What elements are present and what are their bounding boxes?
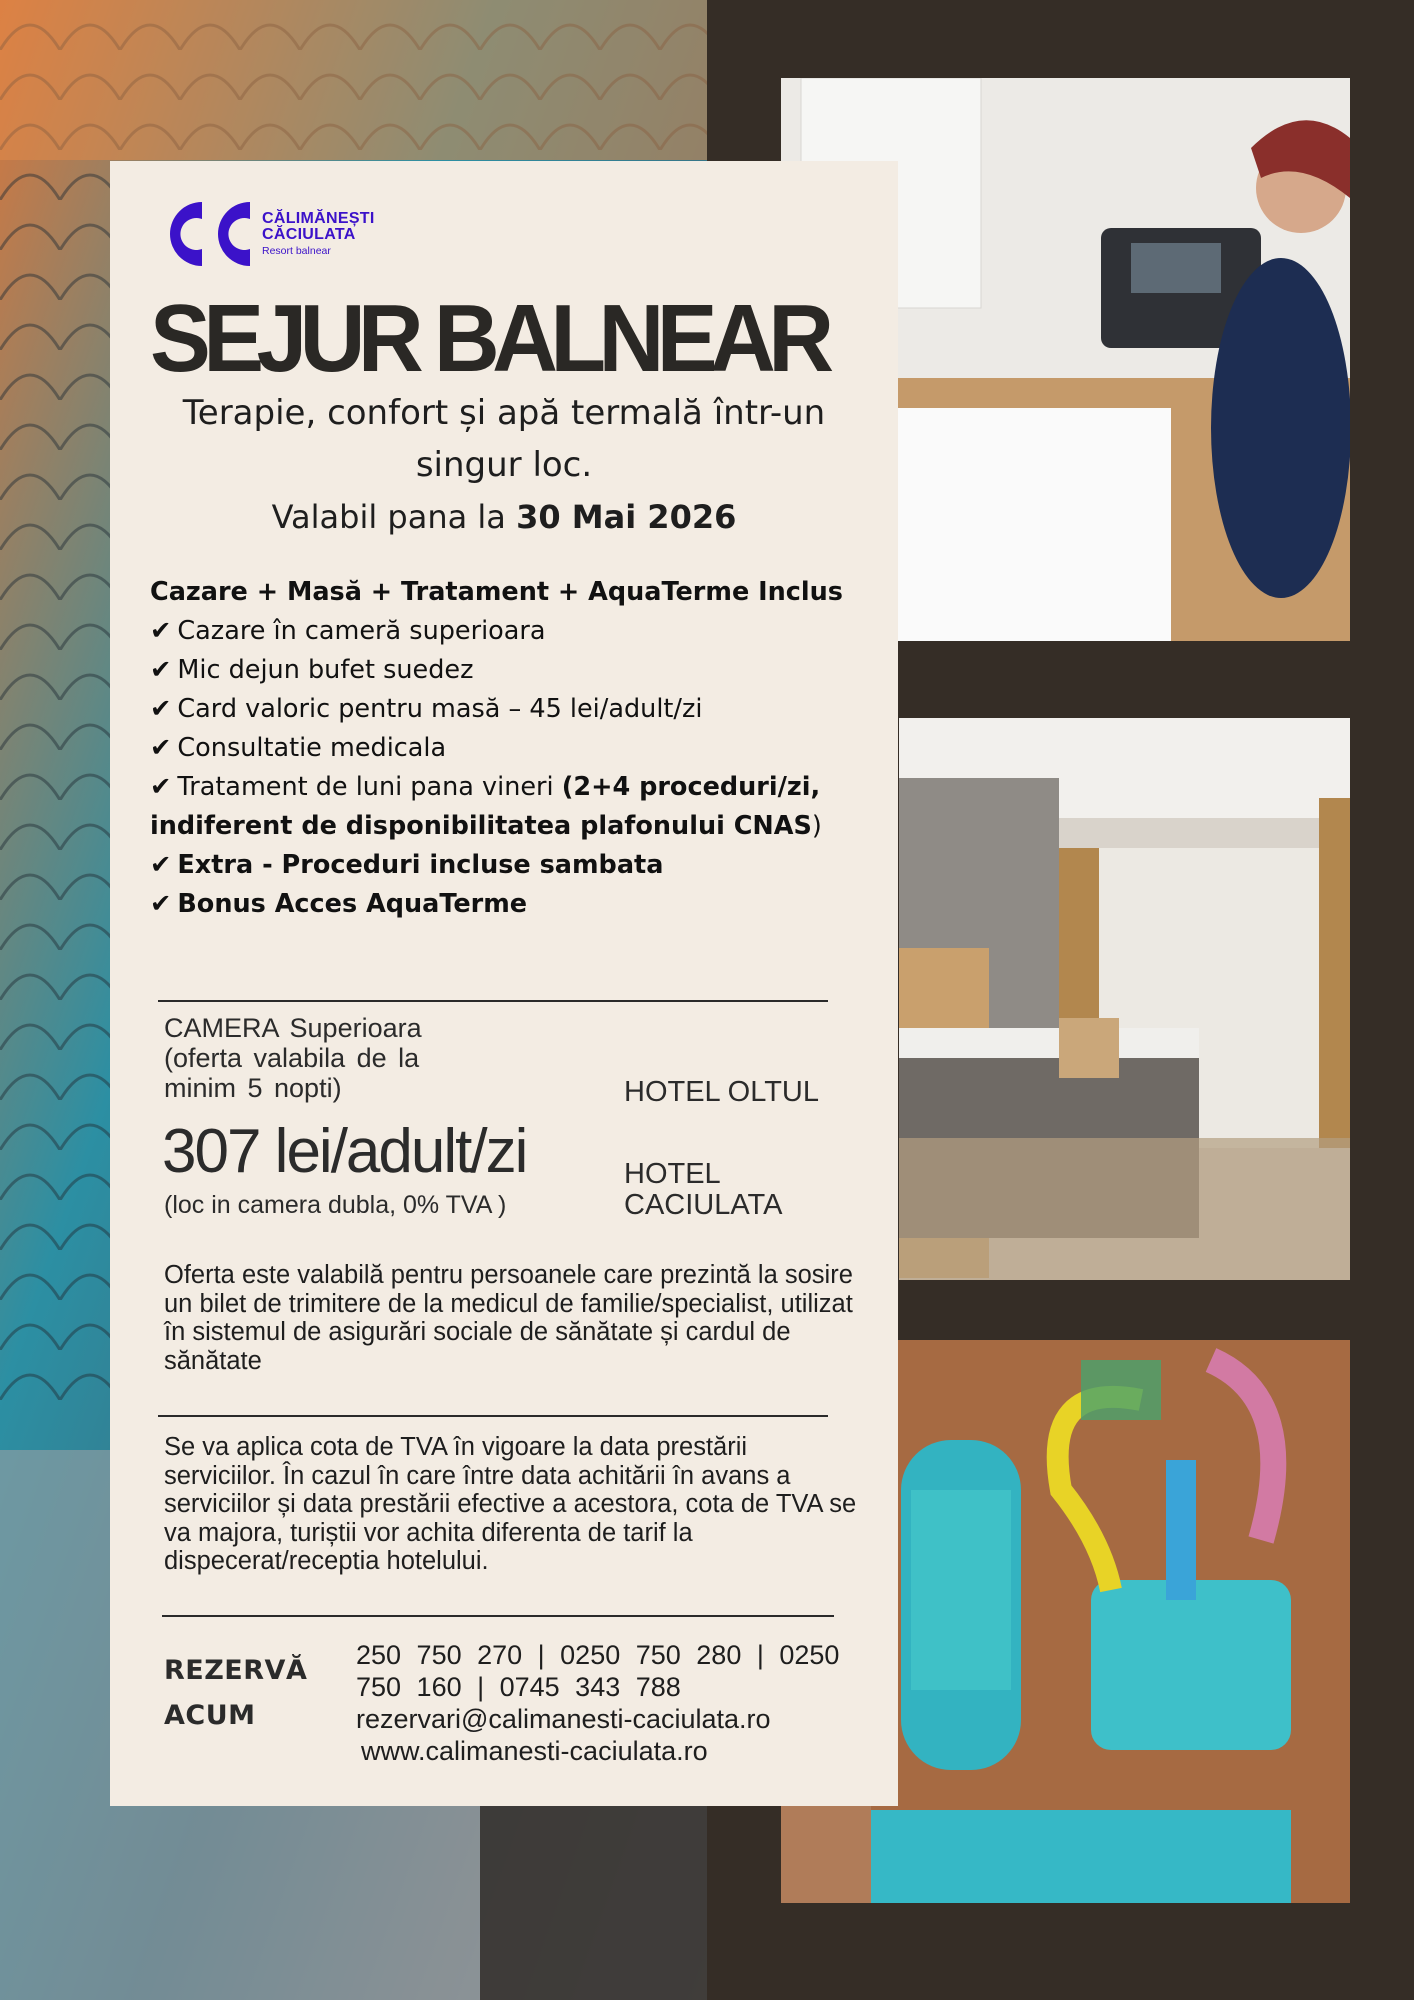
list-item	[150, 690, 870, 729]
reserve-line-2: ACUM	[164, 1700, 256, 1731]
list-item	[150, 729, 870, 768]
check-icon: ✔	[150, 772, 172, 802]
list-item	[150, 885, 870, 924]
include-item-label: Cazare în cameră superioara	[177, 616, 546, 646]
treatment-end: )	[811, 811, 822, 841]
package-includes	[150, 573, 870, 924]
divider	[158, 1415, 828, 1417]
logo-line-3: Resort balnear	[262, 245, 331, 258]
website-link[interactable]: www.calimanesti-caciulata.ro	[361, 1736, 708, 1766]
extra-item-label: Bonus Acces AquaTerme	[177, 889, 528, 919]
validity-line	[110, 491, 898, 543]
list-item	[150, 651, 870, 690]
hotel-room-photo	[899, 718, 1350, 1280]
vat-conditions: Se va aplica cota de TVA în vigoare la data prestării serviciilor. În cazul în care între data achitării în avans a serviciilor și data prestării efective a acestora, cota de TVA se va majora, turiștii vor achita diferenta de tarif la dispecerat/receptia hotelului.	[164, 1433, 857, 1575]
include-item-label: Consultatie medicala	[177, 733, 447, 763]
check-icon: ✔	[150, 616, 172, 646]
list-item	[150, 768, 870, 846]
include-item-label: Card valoric pentru masă – 45 lei/adult/zi	[177, 694, 703, 724]
validity-prefix: Valabil pana la	[271, 498, 517, 536]
treatment-text: Tratament de luni pana vineri	[177, 772, 562, 802]
page-title: SEJUR BALNEAR	[150, 285, 827, 392]
logo-line-2: CĂCIULATA	[262, 226, 356, 244]
room-type: CAMERA Superioara (oferta valabila de la minim 5 nopti)	[164, 1013, 422, 1103]
price-note: (loc in camera dubla, 0% TVA )	[164, 1191, 507, 1219]
check-icon: ✔	[150, 694, 172, 724]
brand-logo	[154, 199, 375, 269]
phone-numbers[interactable]: 250 750 270 | 0250 750 280 | 0250 750 160 | 0745 343 788	[356, 1640, 840, 1702]
divider	[162, 1615, 834, 1617]
check-icon: ✔	[150, 889, 172, 919]
divider	[158, 1000, 828, 1002]
treatment-bold: (2+4 proceduri/zi, indiferent de disponibilitatea plafonului CNAS	[150, 772, 821, 841]
validity-date: 30 Mai 2026	[516, 498, 737, 536]
list-item	[150, 612, 870, 651]
logo-line-1: CĂLIMĂNEȘTI	[262, 210, 375, 228]
check-icon: ✔	[150, 733, 172, 763]
subtitle-block	[110, 387, 898, 543]
hotel-name-caciulata: HOTEL CACIULATA	[624, 1158, 783, 1221]
email-link[interactable]: rezervari@calimanesti-caciulata.ro	[356, 1704, 771, 1734]
includes-title: Cazare + Masă + Tratament + AquaTerme Inclus	[150, 577, 843, 607]
hotel-name-oltul: HOTEL OLTUL	[624, 1076, 819, 1108]
offer-conditions: Oferta este valabilă pentru persoanele care prezintă la sosire un bilet de trimitere de la medicul de familie/specialist, utilizat în sistemul de asigurări sociale de sănătate și cardul de sănătate	[164, 1261, 853, 1375]
cc-logo-icon	[154, 199, 254, 269]
list-item	[150, 846, 870, 885]
check-icon: ✔	[150, 850, 172, 880]
extra-item-label: Extra - Proceduri incluse sambata	[177, 850, 664, 880]
contact-info	[356, 1639, 866, 1767]
subtitle: Terapie, confort și apă termală într-un singur loc.	[182, 393, 826, 485]
check-icon: ✔	[150, 655, 172, 685]
reserve-now-label	[164, 1648, 307, 1738]
reserve-line-1: REZERVĂ	[164, 1655, 308, 1686]
offer-card	[110, 161, 898, 1806]
include-item-label: Mic dejun bufet suedez	[177, 655, 474, 685]
price: 307 lei/adult/zi	[162, 1117, 527, 1186]
